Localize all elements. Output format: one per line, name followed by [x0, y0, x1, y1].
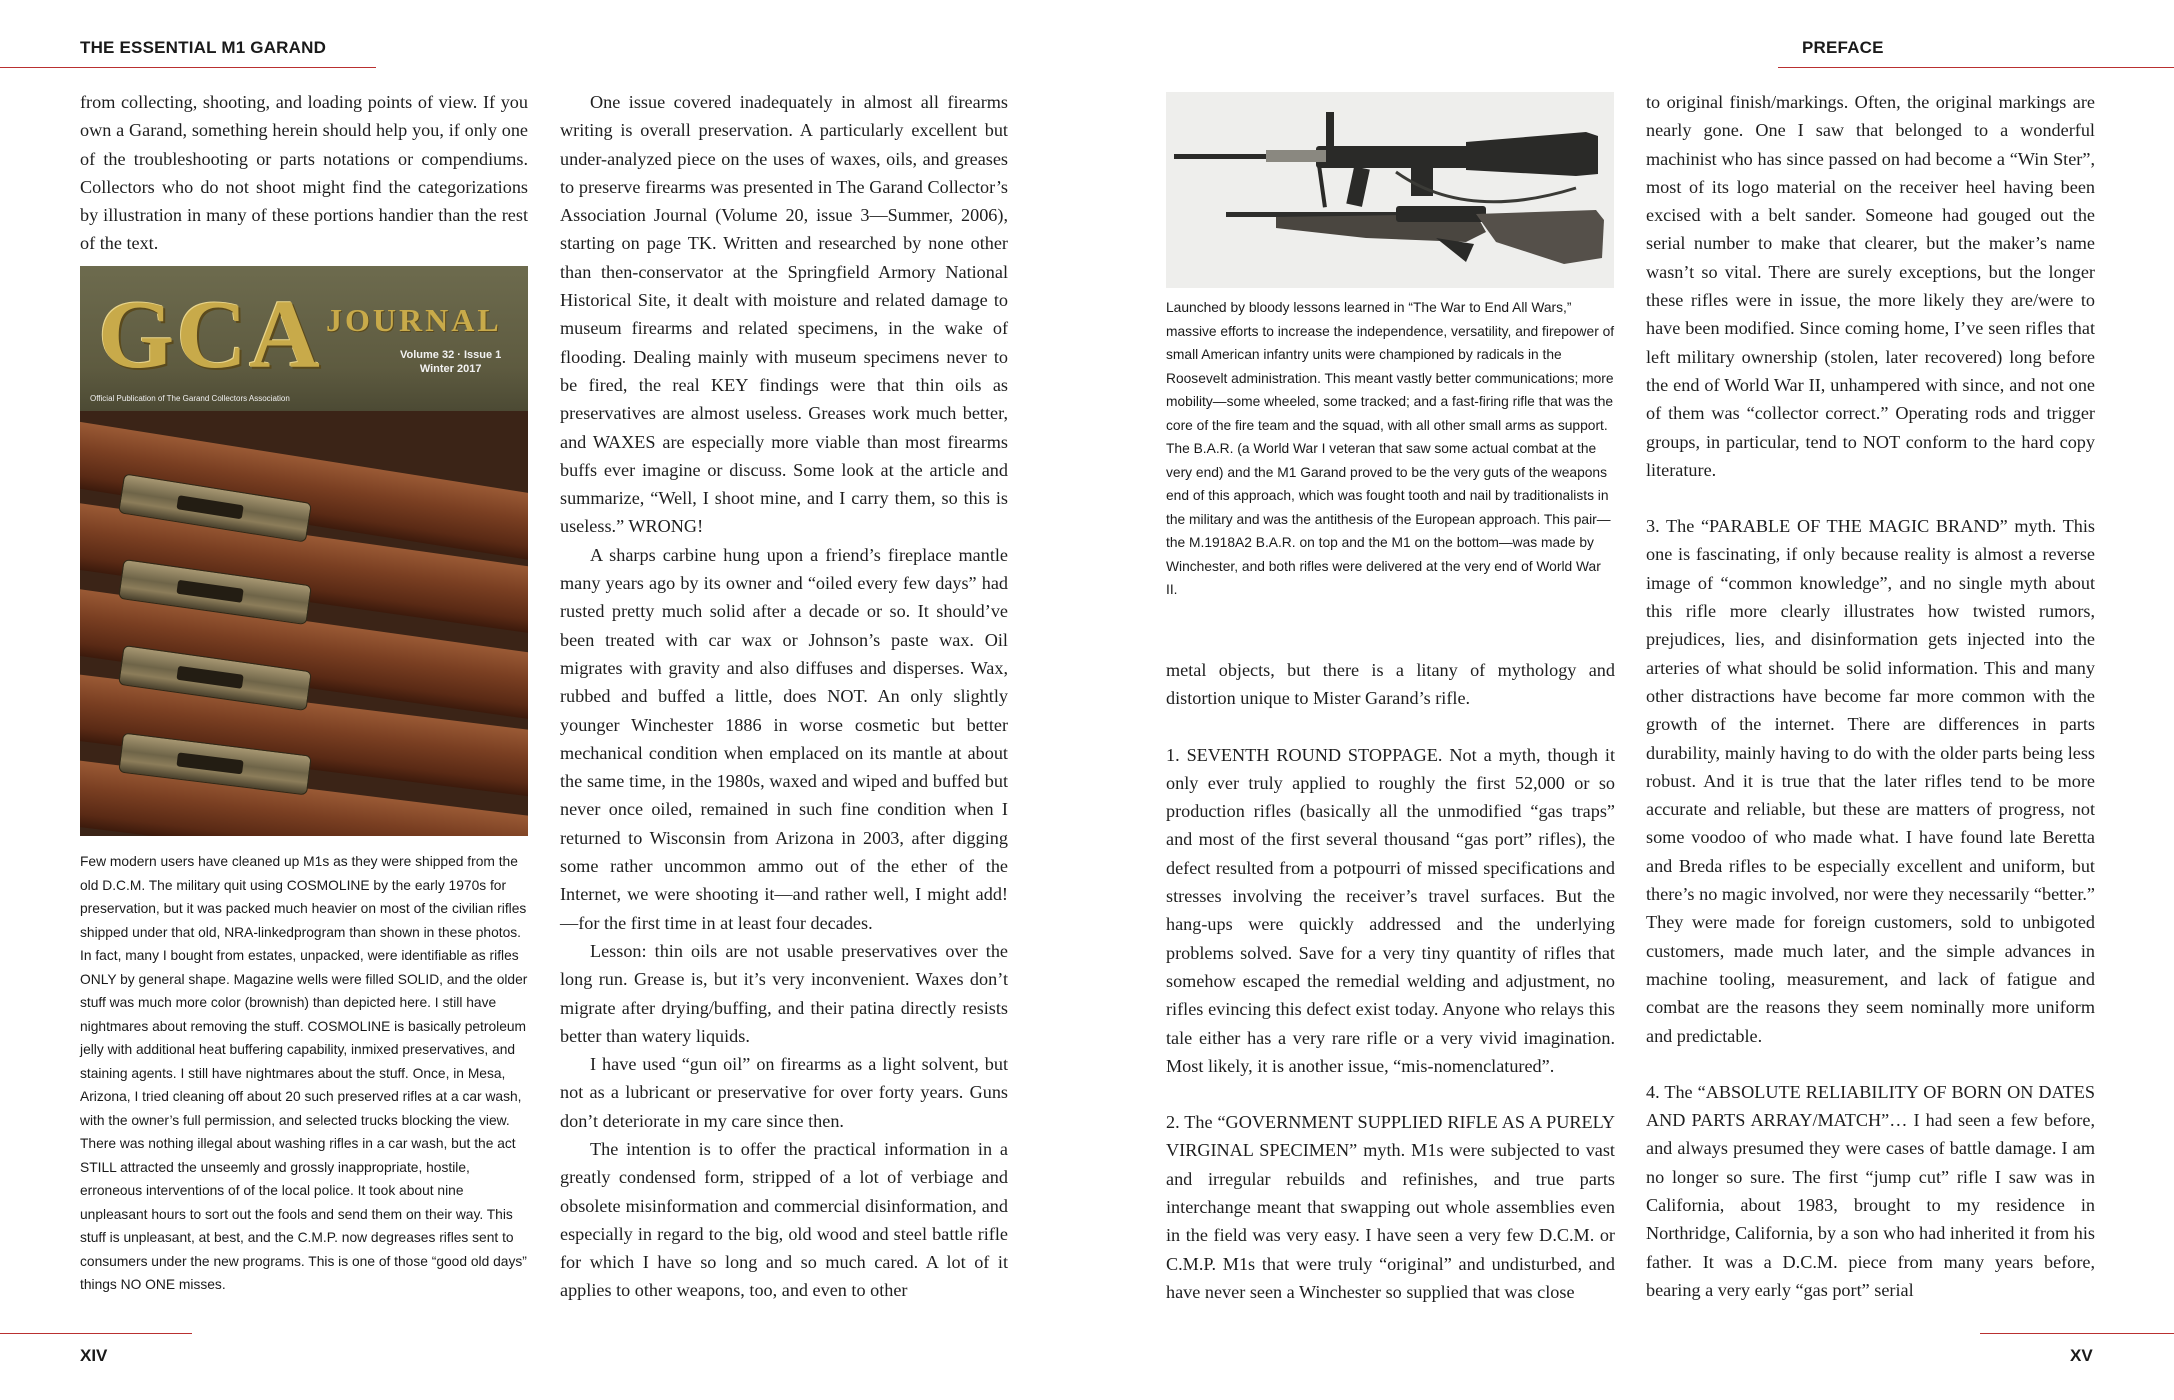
paragraph: 4. The “ABSOLUTE RELIABILITY OF BORN ON DATES AND PARTS ARRAY/MATCH”… I had seen a few before, and always presumed they were cases of battle damage. I am no longer so sure. The first “jump cut” rifle I saw was in California, about 1983, brought to my residence in Northridge, California, by a son who had inherited it from his father. It was a D.C.M. piece from many years before, bearing a very early “gas port” serial: [1646, 1081, 2100, 1300]
rifles-photo: [1166, 92, 1614, 288]
gca-journal-cover-image: [80, 266, 528, 836]
right-folio: XV: [2070, 1346, 2093, 1365]
left-column-1-text: [80, 88, 533, 258]
left-column-2-text: [560, 88, 1013, 1305]
cover-official-line: Official Publication of The Garand Collectors Association: [90, 394, 290, 403]
right-column-4-text: [1646, 88, 2100, 1304]
right-running-head: PREFACE: [1802, 38, 1884, 57]
right-photo-caption: Launched by bloody lessons learned in “The War to End All Wars,” massive efforts to increase the independence, versatility, and firepower of small American infantry units were championed by radicals in the Roosevelt administration. This meant vastly better communications; more mobility—some wheeled, some tracked; and a fast-firing rifle that was the core of the fire team and the squad, with all other small arms as support. The B.A.R. (a World War I veteran that saw some actual combat at the very end) and the M1 Garand proved to be the very guts of the weapons end of this approach, which was fought tooth and nail by traditionalists in the military and was the antithesis of the European approach. This pair—the M.1918A2 B.A.R. on top and the M1 on the bottom—was made by Winchester, and both rifles were delivered at the very end of World War II.: [1166, 300, 1618, 597]
paragraph: from collecting, shooting, and loading points of view. If you own a Garand, something herein should help you, if only one of the troubleshooting or parts notations or compendiums. Collectors who do not shoot might find the categorizations by illustration in many of these portions handier than the rest of the text.: [80, 92, 533, 254]
cover-volume-line: Volume 32 · Issue 1: [400, 349, 502, 361]
left-folio: XIV: [80, 1346, 108, 1365]
paragraph: A sharps carbine hung upon a friend’s fireplace mantle many years ago by its owner and “oiled every few days” had rusted pretty much solid after a decade or so. It should’ve been treated with car wax or Johnson’s paste wax. Oil migrates with gravity and also diffuses and disperses. Wax, rubbed and buffed a little, does NOT. An only slightly younger Winchester 1886 in worse cosmetic but better mechanical condition when emplaced on its mantle at about the same time, in the 1980s, waxed and wiped and buffed but never once oiled, remained in such fine condition when I returned to Wisconsin from Arizona in 2003, after digging some rather uncommon ammo out of the ether of the Internet, we were shooting it—and rather well, I might add!—for the first time in at least four decades.: [560, 544, 1013, 933]
bar-and-m1-rifles-icon: [1166, 92, 1614, 288]
left-photo-caption: Few modern users have cleaned up M1s as they were shipped from the old D.C.M. The military quit using COSMOLINE by the early 1970s for preservation, but it was packed much heavier on most of the civilian rifles shipped under that old, NRA-linkedprogram than shown in these photos. In fact, many I bought from estates, unpacked, were identifiable as rifles ONLY by general shape. Magazine wells were filled SOLID, and the older stuff was much more color (brownish) than depicted here. I still have nightmares about removing the stuff. COSMOLINE is basically petroleum jelly with additional heat buffering capability, inmixed preservatives, and staining agents. I still have nightmares about the stuff. Once, in Mesa, Arizona, I tried cleaning off about 20 such preserved rifles at a car wash, with the owner’s full permission, and selected trucks blocking the view. There was nothing illegal about washing rifles in a car wash, but the act STILL attracted the unseemly and grossly inappropriate, hostile, erroneous interventions of of the local police. It took about nine unpleasant hours to sort out the fools and send them on their way. This stuff is unpleasant, at best, and the C.M.P. now degreases rifles sent to consumers under the new programs. This is one of those “good old days” things NO ONE misses.: [80, 854, 532, 1292]
paragraph: to original finish/markings. Often, the original markings are nearly gone. One I saw that belonged to a wonderful machinist who has since passed on had become a “Win Ster”, most of its logo material on the receiver heel having been excised with a belt sander. Someone had gouged out the serial number to make that clearer, but the maker’s name wasn’t so vital. There are surely exceptions, but the longer these rifles were in issue, the more likely they are/were to have been modified. Since coming home, I’ve seen rifles that left military ownership (stolen, later recovered) long before the end of World War II, unhampered with since, and not one of them was “collector correct.” Operating rods and trigger groups, in particular, tend to NOT conform to the hard copy literature.: [1646, 92, 2100, 480]
paragraph: 3. The “PARABLE OF THE MAGIC BRAND” myth. This one is fascinating, if only because reality is almost a reverse image of “common knowledge”, and no single myth about this rifle more clearly illustrates how twisted rumors, prejudices, lies, and disinformation gets injected into the arteries of what should be solid information. This and many other distractions have become far more common with the growth of the internet. There are differences in parts durability, mainly having to do with the older parts being less robust. And it is true that the later rifles tend to be more accurate and reliable, but these are matters of progress, not some voodoo of who made what. I have found late Beretta and Breda rifles to be especially excellent and uniform, but there’s no magic involved, nor were they necessarily “better.” They were made for foreign customers, sold to unbigoted customers, made much later, and the simple advances in machine tooling, measurement, and lack of fatigue and combat are the reasons they seem nominally more uniform and predictable.: [1646, 516, 2100, 1046]
cover-logo: GCA: [98, 281, 322, 389]
left-running-head: THE ESSENTIAL M1 GARAND: [80, 38, 327, 57]
cover-journal-title: JOURNAL: [326, 302, 502, 338]
right-header-rule: [1778, 67, 2174, 68]
right-footer-rule: [1980, 1333, 2174, 1334]
cover-issue-line: Winter 2017: [419, 363, 482, 375]
paragraph: metal objects, but there is a litany of mythology and distortion unique to Mister Garand’s rifle.: [1166, 660, 1620, 709]
paragraph: I have used “gun oil” on firearms as a light solvent, but not as a lubricant or preservative for over forty years. Guns don’t deteriorate in my care since then.: [560, 1054, 1013, 1131]
right-column-3-text: [1166, 656, 1620, 1306]
paragraph: 1. SEVENTH ROUND STOPPAGE. Not a myth, though it only ever truly applied to roughly the first 52,000 or so production rifles (basically all the unmodified “gas traps” and most of the first several thousand “gas port” rifles), the defect resulted from a potpourri of missed specifications and stresses involving the receiver’s travel surfaces. But the hang-ups were quickly addressed and the underlying problems solved. Save for a very tiny quantity of rifles that somehow escaped the remedial welding and adjustment, no rifles evincing this defect exist today. Anyone who relays this tale either has a very rare rifle or a very vivid imagination. Most likely, it is another issue, “mis-nomenclatured”.: [1166, 744, 1620, 1076]
paragraph: One issue covered inadequately in almost all firearms writing is overall preservation. A particularly excellent but under-analyzed piece on the uses of waxes, oils, and greases to preserve firearms was presented in The Garand Collector’s Association Journal (Volume 20, issue 3—Summer, 2006), starting on page TK. Written and researched by none other than then-conservator at the Springfield Armory National Historical Site, it dealt with moisture and related damage to museum firearms and related specimens, in the wake of flooding. Dealing mainly with museum specimens never to be fired, the real KEY findings were that thin oils as preservatives are almost useless. Greases work much better, and WAXES are especially more viable than most firearms buffs ever imagine or discuss. Some look at the article and summarize, “Well, I shoot mine, and I carry them, so this is useless.” WRONG!: [560, 92, 1013, 537]
paragraph: 2. The “GOVERNMENT SUPPLIED RIFLE AS A PURELY VIRGINAL SPECIMEN” myth. M1s were subjected to vast and irregular rebuilds and refinishes, and true parts interchange meant that swapping out whole assemblies even in the field was very easy. I have seen a very few D.C.M. or C.M.P. M1s that were truly “original” and undisturbed, and have never seen a Winchester so supplied that was close: [1166, 1112, 1620, 1302]
paragraph: The intention is to offer the practical information in a greatly condensed form, stripped of a lot of verbiage and obsolete misinformation and commercial disinformation, and especially in regard to the big, old wood and steel battle rifle for which I have so long and so much cared. A lot of it applies to other weapons, too, and even to other: [560, 1138, 1013, 1301]
left-header-rule: [0, 67, 376, 68]
left-footer-rule: [0, 1333, 192, 1334]
cover-volume: [400, 348, 501, 376]
paragraph: Lesson: thin oils are not usable preservatives over the long run. Grease is, but it’s very inconvenient. Waxes don’t migrate after drying/buffing, and their patina directly resists better than watery liquids.: [560, 940, 1013, 1046]
